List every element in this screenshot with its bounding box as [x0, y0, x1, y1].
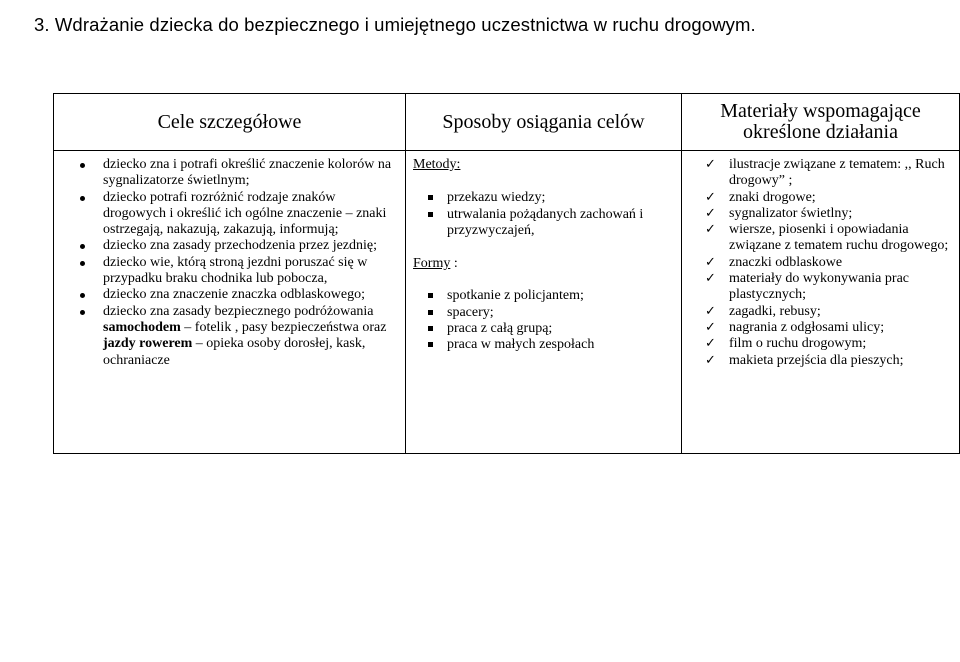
goal-text-part: dziecko zna zasady bezpiecznego podróżowania — [103, 303, 374, 319]
goal-item — [103, 304, 395, 369]
header-goals: Cele szczegółowe — [54, 94, 406, 151]
checkmark-icon: ✓ — [705, 254, 716, 270]
material-text: ilustracje związane z tematem: ,, Ruch drogowy” ; — [729, 157, 945, 189]
goal-text-bold: jazdy rowerem — [103, 336, 193, 352]
material-item — [705, 303, 953, 320]
materials-cell — [682, 151, 960, 454]
bullet-icon — [80, 261, 85, 266]
forms-heading — [413, 255, 675, 272]
material-item — [705, 205, 953, 222]
goal-text: dziecko zna i potrafi określić znaczenie kolorów na sygnalizatorze świetlnym; — [103, 157, 392, 189]
goals-list — [54, 156, 405, 369]
form-item — [447, 305, 675, 321]
material-item — [705, 352, 953, 369]
method-text: przekazu wiedzy; — [447, 190, 546, 206]
goal-item — [103, 190, 395, 239]
forms-list — [413, 288, 675, 353]
goal-text: dziecko zna zasady przechodzenia przez jezdnię; — [103, 238, 377, 254]
method-item — [447, 207, 675, 240]
bullet-icon — [80, 310, 85, 315]
form-item — [447, 321, 675, 337]
content-row — [54, 151, 960, 454]
square-bullet-icon — [428, 195, 433, 200]
goal-item — [103, 287, 395, 303]
material-item — [705, 319, 953, 336]
form-item — [447, 288, 675, 304]
form-item — [447, 337, 675, 353]
square-bullet-icon — [428, 293, 433, 298]
goal-item — [103, 238, 395, 254]
material-item — [705, 157, 953, 190]
material-text: materiały do wykonywania prac plastycznych; — [729, 271, 909, 303]
goal-text-bold: samochodem — [103, 319, 181, 335]
material-text: film o ruchu drogowym; — [729, 336, 867, 352]
form-text: praca w małych zespołach — [447, 337, 595, 353]
goals-cell — [54, 151, 406, 454]
header-row — [54, 94, 960, 151]
material-item — [705, 336, 953, 352]
material-item — [705, 271, 953, 304]
checkmark-icon: ✓ — [705, 222, 716, 238]
header-materials — [682, 94, 960, 151]
square-bullet-icon — [428, 326, 433, 331]
material-text: znaki drogowe; — [729, 189, 816, 205]
material-item — [705, 254, 953, 271]
goal-item — [103, 157, 395, 190]
square-bullet-icon — [428, 310, 433, 315]
material-item — [705, 222, 953, 255]
goal-text: dziecko potrafi rozróżnić rodzaje znaków drogowych i określić ich ogólne znaczenie – znaki ostrzegają, nakazują, zakazują, informują; — [103, 189, 387, 238]
section-title: 3. Wdrażanie dziecka do bezpiecznego i umiejętnego uczestnictwa w ruchu drogowym. — [34, 14, 756, 35]
square-bullet-icon — [428, 342, 433, 347]
material-text: nagrania z odgłosami ulicy; — [729, 319, 885, 335]
bullet-icon — [80, 293, 85, 298]
method-item — [447, 190, 675, 206]
form-text: praca z całą grupą; — [447, 321, 553, 337]
form-text: spotkanie z policjantem; — [447, 288, 584, 304]
checkmark-icon: ✓ — [705, 189, 716, 205]
materials-list — [682, 156, 959, 369]
methods-cell — [406, 151, 682, 454]
header-materials-line1: Materiały wspomagające — [720, 100, 921, 122]
material-text: znaczki odblaskowe — [729, 254, 843, 270]
plan-table — [53, 93, 960, 454]
checkmark-icon: ✓ — [705, 352, 716, 368]
goal-text-part: – fotelik , pasy bezpieczeństwa oraz — [180, 319, 387, 335]
goal-text: dziecko wie, którą stroną jezdni poruszać się w przypadku braku chodnika lub pobocza, — [103, 254, 368, 287]
form-text: spacery; — [447, 304, 494, 320]
checkmark-icon: ✓ — [705, 319, 716, 335]
header-methods: Sposoby osiągania celów — [406, 94, 682, 151]
goal-item — [103, 255, 395, 288]
checkmark-icon: ✓ — [705, 271, 716, 287]
method-text: utrwalania pożądanych zachowań i przyzwyczajeń, — [447, 206, 644, 238]
bullet-icon — [80, 196, 85, 201]
material-text: wiersze, piosenki i opowiadania związane z tematem ruchu drogowego; — [729, 222, 949, 254]
bullet-icon — [80, 244, 85, 249]
methods-label: Metody: — [413, 157, 461, 172]
bullet-icon — [80, 163, 85, 168]
forms-colon: : — [450, 256, 458, 272]
material-text: zagadki, rebusy; — [729, 303, 821, 319]
checkmark-icon: ✓ — [705, 303, 716, 319]
checkmark-icon: ✓ — [705, 205, 716, 221]
material-text: sygnalizator świetlny; — [729, 205, 853, 221]
material-item — [705, 189, 953, 206]
methods-list — [413, 190, 675, 239]
material-text: makieta przejścia dla pieszych; — [729, 352, 904, 368]
goal-text: dziecko zna znaczenie znaczka odblaskowego; — [103, 287, 365, 303]
square-bullet-icon — [428, 212, 433, 217]
header-materials-line2: określone działania — [743, 121, 898, 143]
checkmark-icon: ✓ — [705, 157, 716, 172]
goal-text-part: – opieka osoby dorosłej, kask, ochraniacze — [103, 336, 366, 368]
forms-label: Formy — [413, 256, 451, 272]
checkmark-icon: ✓ — [705, 336, 716, 352]
